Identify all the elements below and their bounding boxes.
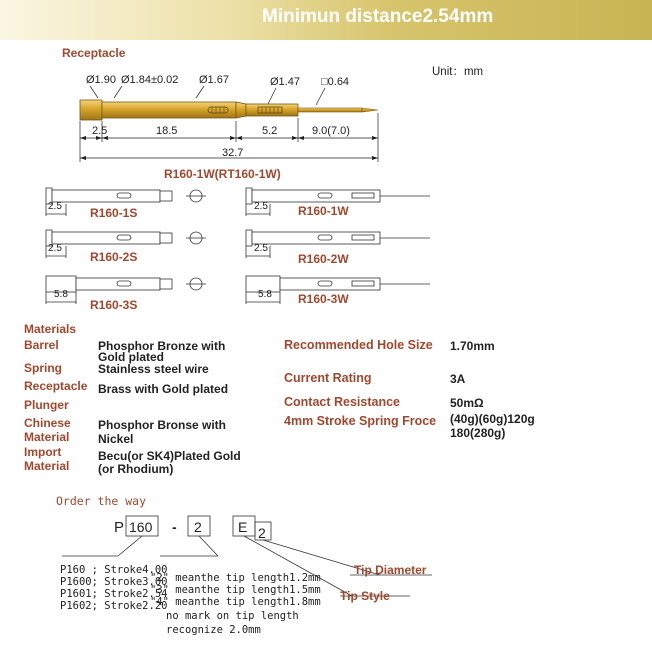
variant-label-r160-1s: R160-1S (90, 206, 138, 220)
spec-label-spring-force: 4mm Stroke Spring Froce (284, 414, 437, 428)
material-label-receptacle: Receptacle (24, 379, 88, 393)
spec-label-contact-resistance: Contact Resistance (284, 395, 401, 409)
material-label-plunger: Plunger (24, 398, 69, 412)
spec-value-hole-size: 1.70mm (450, 339, 495, 353)
dim-length-1: 2.5 (92, 125, 108, 137)
variant-dim-r160-1w: 2.5 (254, 201, 268, 212)
variant-label-r160-2w: R160-2W (298, 252, 349, 266)
spec-value-current-rating: 3A (450, 372, 466, 386)
tip-note-1: "2" meanthe tip length1.2mm (150, 572, 321, 584)
variant-dim-r160-2s: 2.5 (48, 243, 62, 254)
material-label-chinese-1: Chinese (24, 416, 71, 430)
page-title: Minimun distance2.54mm (262, 6, 494, 27)
dim-diameter-3: Ø1.67 (199, 74, 229, 86)
order-tip-diameter-box: 2 (258, 525, 266, 541)
receptacle-part (80, 100, 378, 120)
dim-diameter-2: Ø1.84±0.02 (121, 74, 179, 86)
dim-square: □0.64 (321, 76, 350, 88)
dim-total: 32.7 (222, 147, 244, 159)
variant-dim-r160-1s: 2.5 (48, 201, 62, 212)
drawing-caption: R160-1W(RT160-1W) (164, 167, 281, 181)
dim-diameter-4: Ø1.47 (270, 76, 300, 88)
order-heading: Order the way (56, 494, 147, 508)
spec-value-spring-force-2: 180(280g) (450, 426, 506, 440)
unit-label: Unit：mm (432, 66, 484, 78)
order-tip-style-box: E (238, 519, 248, 535)
tip-note-4: no mark on tip length (166, 610, 299, 622)
material-value-receptacle: Brass with Gold plated (98, 382, 229, 396)
tip-diameter-label: Tip Diameter (354, 563, 427, 577)
dim-length-2: 18.5 (156, 125, 178, 137)
material-value-chinese-1: Phosphor Bronse with (98, 418, 227, 432)
variant-label-r160-3s: R160-3S (90, 298, 138, 312)
stroke-option-4: P1602; Stroke2.20 (60, 600, 168, 612)
spec-value-contact-resistance: 50mΩ (450, 396, 484, 410)
material-value-chinese-2: Nickel (98, 432, 134, 446)
material-value-import-1: Becu(or SK4)Plated Gold (98, 449, 241, 463)
spec-label-current-rating: Current Rating (284, 371, 372, 385)
spec-label-hole-size: Recommended Hole Size (284, 338, 433, 352)
variant-dim-r160-3s: 5.8 (54, 289, 68, 300)
material-label-import-2: Material (24, 459, 70, 473)
dim-length-4: 9.0(7.0) (312, 125, 350, 137)
material-value-spring: Stainless steel wire (98, 362, 209, 376)
dim-length-3: 5.2 (262, 125, 278, 137)
order-tip-length-box: 2 (194, 519, 202, 535)
spec-value-spring-force-1: (40g)(60g)120g (450, 412, 535, 426)
material-label-spring: Spring (24, 361, 62, 375)
material-value-barrel-1: Phosphor Bronze with (98, 339, 226, 353)
tip-style-label: Tip Style (340, 589, 390, 603)
order-prefix: P (114, 519, 125, 536)
material-label-chinese-2: Material (24, 430, 70, 444)
materials-heading: Materials (24, 322, 77, 336)
variant-label-r160-3w: R160-3W (298, 292, 349, 306)
tip-note-3: "4" meanthe tip length1.8mm (150, 596, 321, 608)
material-label-barrel: Barrel (24, 338, 59, 352)
receptacle-heading: Receptacle (62, 46, 126, 60)
material-label-import-1: Import (24, 445, 62, 459)
dim-diameter-1: Ø1.90 (86, 74, 116, 86)
variant-label-r160-1w: R160-1W (298, 204, 349, 218)
material-value-import-2: (or Rhodium) (98, 462, 174, 476)
stroke-option-2: P1600; Stroke3.00 (60, 576, 168, 588)
order-series-box: 160 (129, 519, 153, 535)
variant-label-r160-2s: R160-2S (90, 250, 138, 264)
stroke-option-3: P1601; Stroke2.54 (60, 588, 168, 600)
tip-note-5: recognize 2.0mm (166, 624, 261, 636)
tip-note-2: "3" meanthe tip length1.5mm (150, 584, 321, 596)
variant-dim-r160-3w: 5.8 (258, 289, 272, 300)
stroke-option-1: P160 ; Stroke4.00 (60, 564, 168, 576)
order-dash: - (172, 519, 177, 535)
variant-dim-r160-2w: 2.5 (254, 243, 268, 254)
material-value-barrel-2: Gold plated (98, 350, 164, 364)
